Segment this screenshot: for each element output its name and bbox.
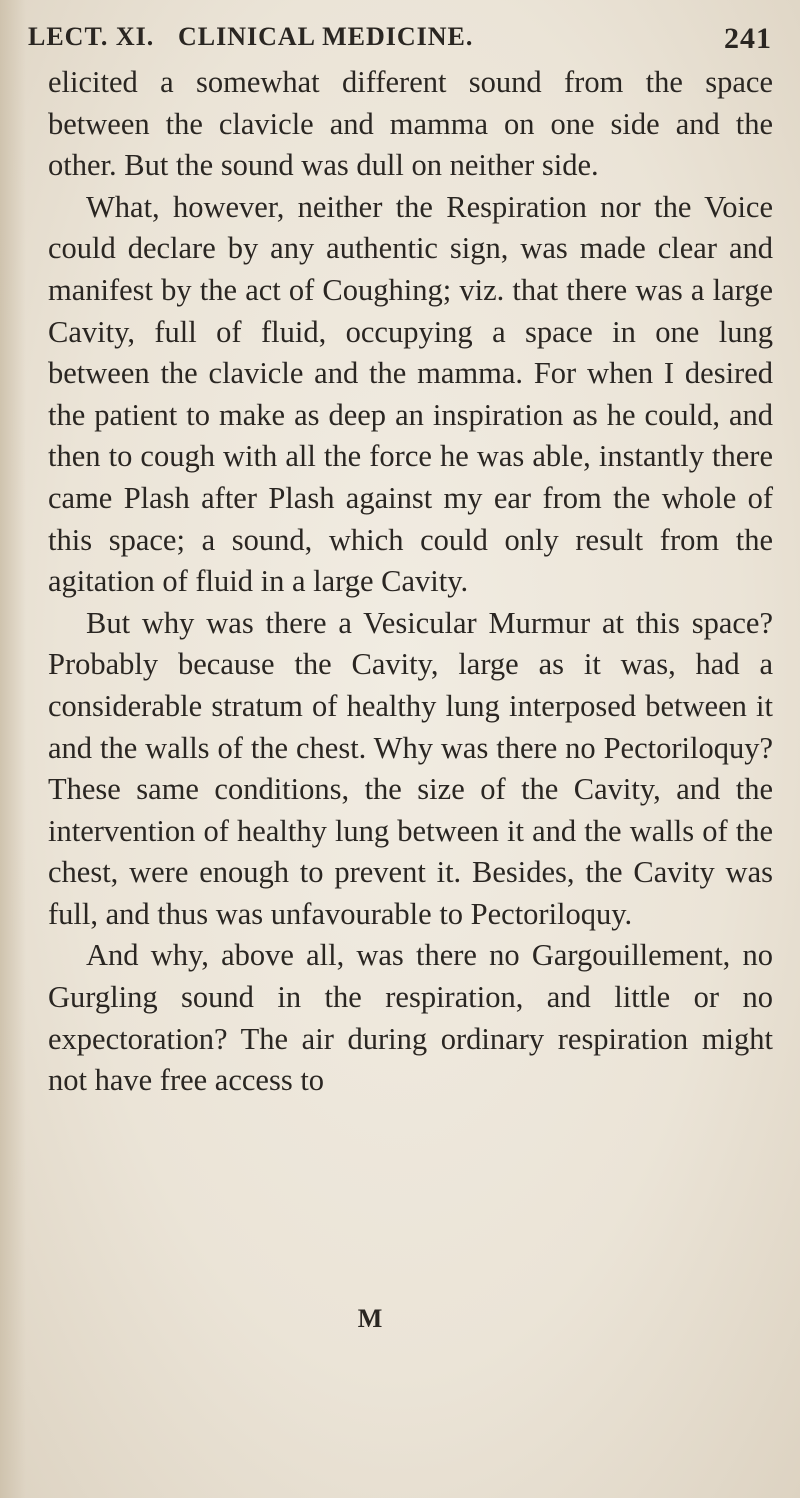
paragraph-3: But why was there a Vesicular Murmur at this space? Probably because the Cavity, large as it was, had a considerable stratum of healthy lung interposed between it and the walls of the chest. Why was there no Pectoriloquy? These same conditions, the size of the Cavity, and the intervention of healthy lung between it and the walls of the chest, were enough to prevent it. Besides, the Cavity was full, and thus was unfavourable to Pectoriloquy. <box>48 605 773 931</box>
paragraph-2: What, however, neither the Respiration nor the Voice could declare by any authentic sign, was made clear and manifest by the act of Coughing; viz. that there was a large Cavity, full of fluid, occupying a space in one lung between the clavicle and the mamma. For when I desired the patient to make as deep an inspiration as he could, and then to cough with all the force he was able, instantly there came Plash after Plash against my ear from the whole of this space; a sound, which could only result from the agitation of fluid in a large Cavity. <box>48 189 773 599</box>
page-number: 241 <box>724 22 772 55</box>
paragraph-4: And why, above all, was there no Gargouillement, no Gurgling sound in the respiration, and little or no expectoration? The air during ordinary respiration might not have free access to <box>48 938 773 1098</box>
signature-mark: M <box>357 1304 383 1333</box>
paragraph-1: elicited a somewhat different sound from the space between the clavicle and mamma on one side and the other. But the sound was dull on neither side. <box>48 65 773 183</box>
page-gutter-shadow <box>0 0 26 1498</box>
running-title: CLINICAL MEDICINE. <box>178 22 474 51</box>
running-head <box>28 8 780 58</box>
lecture-number: LECT. XI. <box>28 22 155 51</box>
body-text <box>48 62 773 1102</box>
